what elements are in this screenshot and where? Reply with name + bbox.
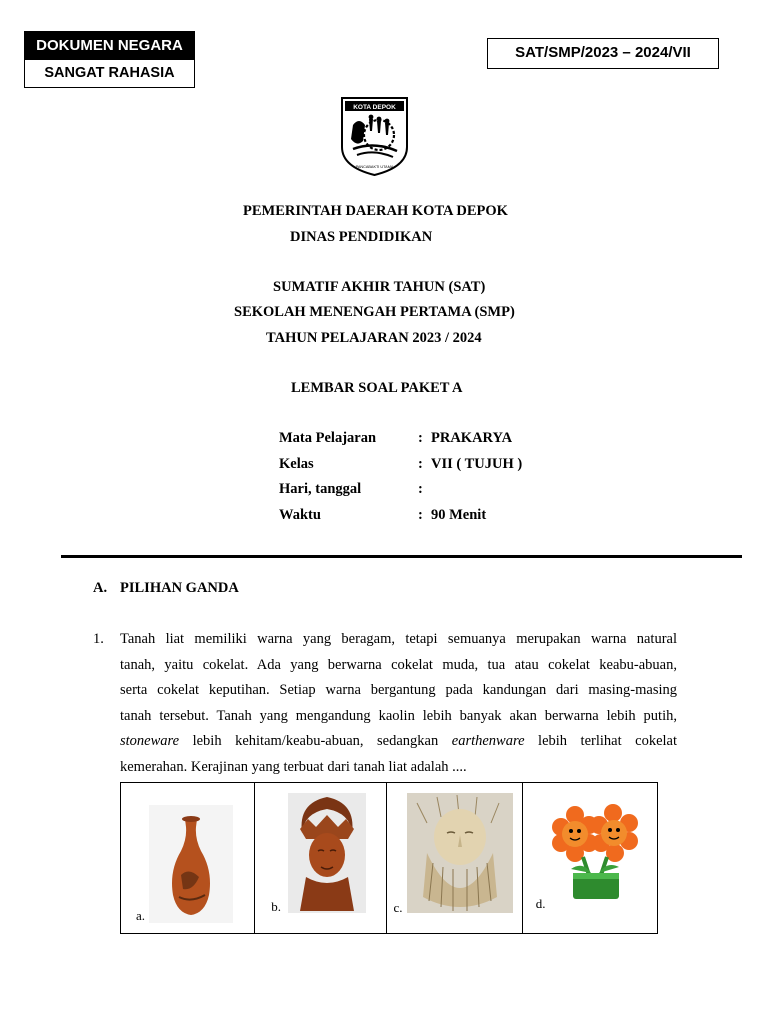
section-title: PILIHAN GANDA — [120, 580, 239, 596]
svg-text:KOTA DEPOK: KOTA DEPOK — [353, 104, 396, 111]
classification-bottom: SANGAT RAHASIA — [44, 65, 175, 81]
question-line: kemerahan. Kerajinan yang terbuat dari tanah liat adalah .... — [120, 758, 467, 775]
question-line: serta cokelat keputihan. Setiap warna bergantung pada kandungan dari masing-masing — [120, 682, 677, 699]
info-colon-date: : — [418, 481, 423, 497]
info-colon-time: : — [418, 507, 423, 523]
option-letter-b: b. — [271, 899, 281, 914]
info-value-subject: PRAKARYA — [431, 430, 513, 446]
clay-flower-figurine-icon — [549, 797, 643, 909]
exam-title-line-3: TAHUN PELAJARAN 2023 / 2024 — [266, 330, 482, 346]
sheet-title: LEMBAR SOAL PAKET A — [291, 380, 463, 396]
question-line-fragment: lebih terlihat cokelat — [524, 733, 677, 750]
option-letter-a: a. — [136, 908, 146, 923]
option-letter-d: d. — [535, 896, 546, 911]
term-earthenware: earthenware — [451, 733, 525, 750]
option-cell-b[interactable] — [255, 783, 386, 934]
info-value-time: 90 Menit — [431, 507, 487, 523]
term-stoneware: stoneware — [120, 733, 180, 750]
document-code: SAT/SMP/2023 – 2024/VII — [487, 38, 719, 69]
info-colon-class: : — [418, 456, 423, 472]
institution-line-1: PEMERINTAH DAERAH KOTA DEPOK — [243, 203, 508, 219]
info-value-class: VII ( TUJUH ) — [431, 456, 523, 472]
answer-options-table — [120, 782, 658, 934]
clay-vase-icon — [149, 805, 233, 923]
option-cell-d[interactable] — [522, 783, 657, 934]
option-cell-a[interactable] — [121, 783, 255, 934]
carved-wood-head-icon — [288, 793, 366, 913]
info-colon-subject: : — [418, 430, 423, 446]
option-cell-c[interactable] — [386, 783, 522, 934]
option-letter-c: c. — [393, 900, 403, 915]
question-line-fragment: lebih kehitam/keabu-abuan, sedangkan — [179, 733, 452, 750]
question-line: tanah, yaitu cokelat. Ada yang berwarna cokelat muda, tua atau cokelat keabu-abuan, — [120, 656, 677, 673]
header-divider — [61, 555, 742, 558]
section-number: A. — [93, 580, 108, 596]
exam-title-line-1: SUMATIF AKHIR TAHUN (SAT) — [273, 279, 486, 295]
question-text — [120, 627, 677, 781]
straw-face-mask-icon — [407, 793, 513, 913]
question-line: Tanah liat memiliki warna yang beragam, tetapi semuanya merupakan warna natural — [120, 631, 677, 647]
kota-depok-logo — [339, 95, 410, 177]
question-line: tanah tersebut. Tanah yang mengandung kaolin lebih banyak akan berwarna lebih putih, — [120, 707, 677, 724]
info-label-class: Kelas — [279, 456, 314, 472]
info-label-subject: Mata Pelajaran — [279, 430, 377, 446]
question-line — [120, 729, 677, 755]
exam-title-line-2: SEKOLAH MENENGAH PERTAMA (SMP) — [234, 304, 515, 320]
institution-line-2: DINAS PENDIDIKAN — [290, 229, 433, 245]
svg-text:PANCABAKTI UTAMA: PANCABAKTI UTAMA — [355, 165, 394, 169]
classification-box — [24, 31, 195, 88]
classification-top: DOKUMEN NEGARA — [25, 32, 194, 60]
info-label-time: Waktu — [279, 507, 321, 523]
info-label-date: Hari, tanggal — [279, 481, 362, 497]
question-number: 1. — [93, 631, 104, 647]
